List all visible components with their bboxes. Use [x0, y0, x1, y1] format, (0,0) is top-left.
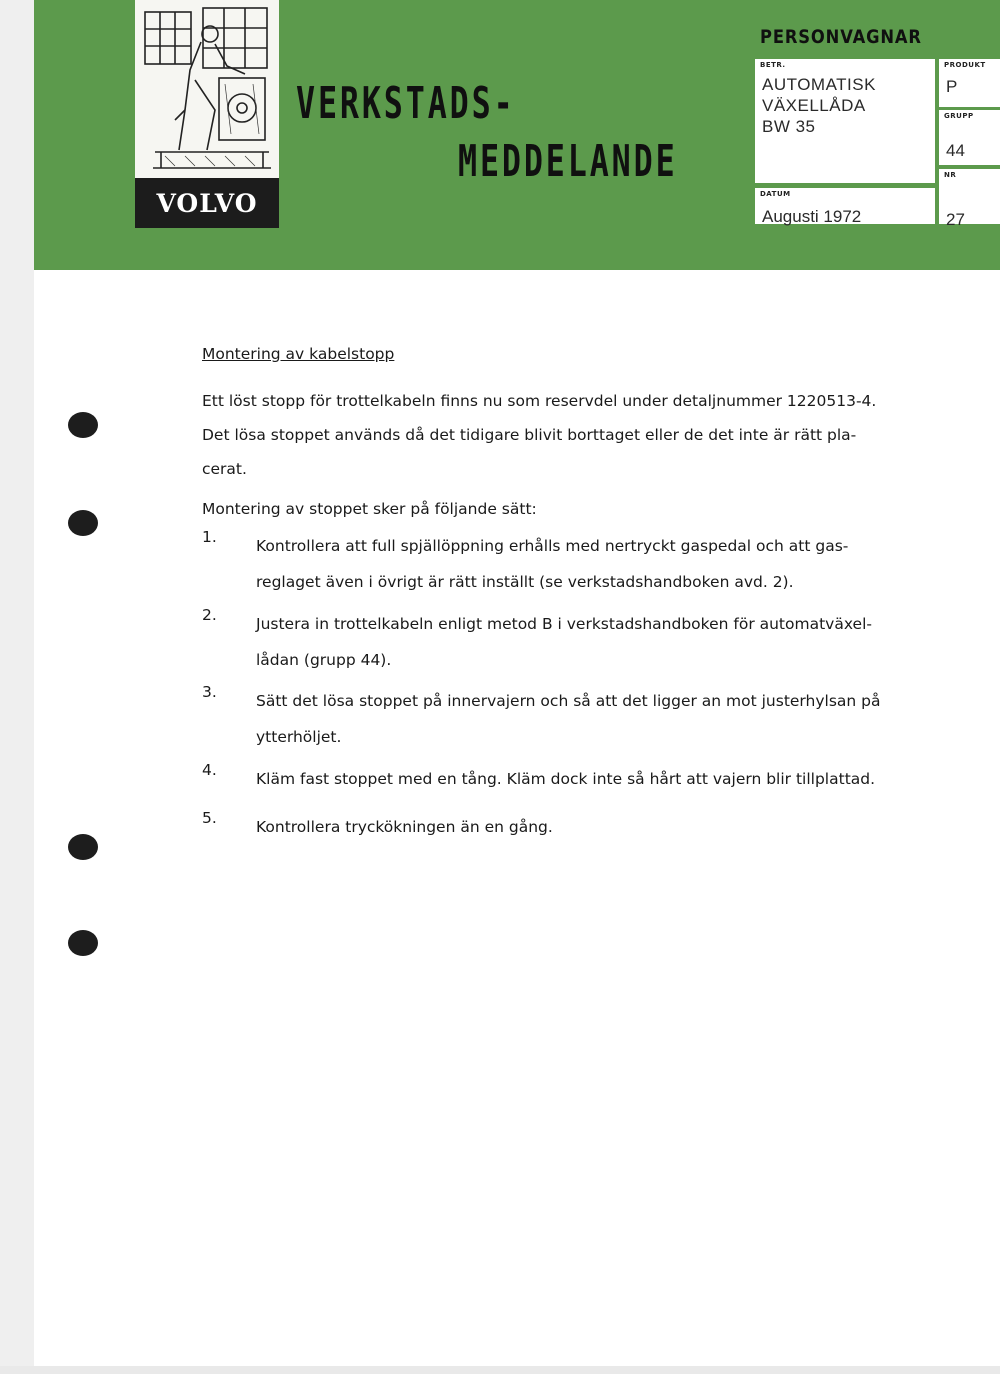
produkt-value: P	[946, 77, 958, 96]
nr-value: 27	[946, 210, 965, 229]
step-line: ytterhöljet.	[256, 728, 342, 746]
datum-value: Augusti 1972	[762, 207, 862, 226]
nr-label: NR	[944, 171, 957, 179]
step-line: lådan (grupp 44).	[256, 651, 392, 669]
step-number: 1.	[202, 528, 217, 546]
intro-paragraph	[202, 384, 922, 486]
binder-hole	[68, 510, 98, 536]
produkt-label: PRODUKT	[944, 61, 986, 69]
binder-hole	[68, 834, 98, 860]
step-line: Kontrollera att full spjällöppning erhålls med nertryckt gaspedal och att gas-	[256, 537, 849, 555]
step-number: 5.	[202, 809, 217, 827]
betr-line: BW 35	[762, 117, 816, 136]
betr-line: VÄXELLÅDA	[762, 96, 866, 115]
step-number: 4.	[202, 761, 217, 779]
category-label: PERSONVAGNAR	[760, 26, 922, 48]
grupp-label: GRUPP	[944, 112, 974, 120]
paragraph-line: Ett löst stopp för trottelkabeln finns nu som reservdel under detaljnummer 1220513-4.	[202, 392, 877, 410]
betr-label: BETR.	[760, 61, 786, 69]
paragraph-line: Det lösa stoppet används då det tidigare blivit borttaget eller de det inte är rätt pla-	[202, 426, 857, 444]
binder-hole	[68, 412, 98, 438]
brand-name: VOLVO	[156, 188, 258, 218]
betr-line: AUTOMATISK	[762, 75, 876, 94]
step-text	[256, 809, 922, 845]
step-line: Kontrollera tryckökningen än en gång.	[256, 818, 553, 836]
step-line: Justera in trottelkabeln enligt metod B i verkstadshandboken för automatväxel-	[256, 615, 872, 633]
steps-intro: Montering av stoppet sker på följande sätt:	[202, 500, 537, 518]
step-line: Kläm fast stoppet med en tång. Kläm dock inte så hårt att vajern blir tillplattad.	[256, 770, 876, 788]
binder-hole	[68, 930, 98, 956]
paragraph-line: cerat.	[202, 460, 247, 478]
step-line: Sätt det lösa stoppet på innervajern och så att det ligger an mot justerhylsan på	[256, 692, 881, 710]
step-text	[256, 683, 922, 755]
step-text	[256, 606, 922, 678]
step-number: 3.	[202, 683, 217, 701]
datum-label: DATUM	[760, 190, 791, 198]
title-line-2: MEDDELANDE	[458, 136, 678, 187]
step-text	[256, 528, 922, 600]
section-heading: Montering av kabelstopp	[202, 345, 395, 363]
title-line-1: VERKSTADS-	[296, 78, 516, 129]
step-text	[256, 761, 922, 797]
step-number: 2.	[202, 606, 217, 624]
step-line: reglaget även i övrigt är rätt inställt (se verkstadshandboken avd. 2).	[256, 573, 794, 591]
grupp-value: 44	[946, 141, 965, 160]
